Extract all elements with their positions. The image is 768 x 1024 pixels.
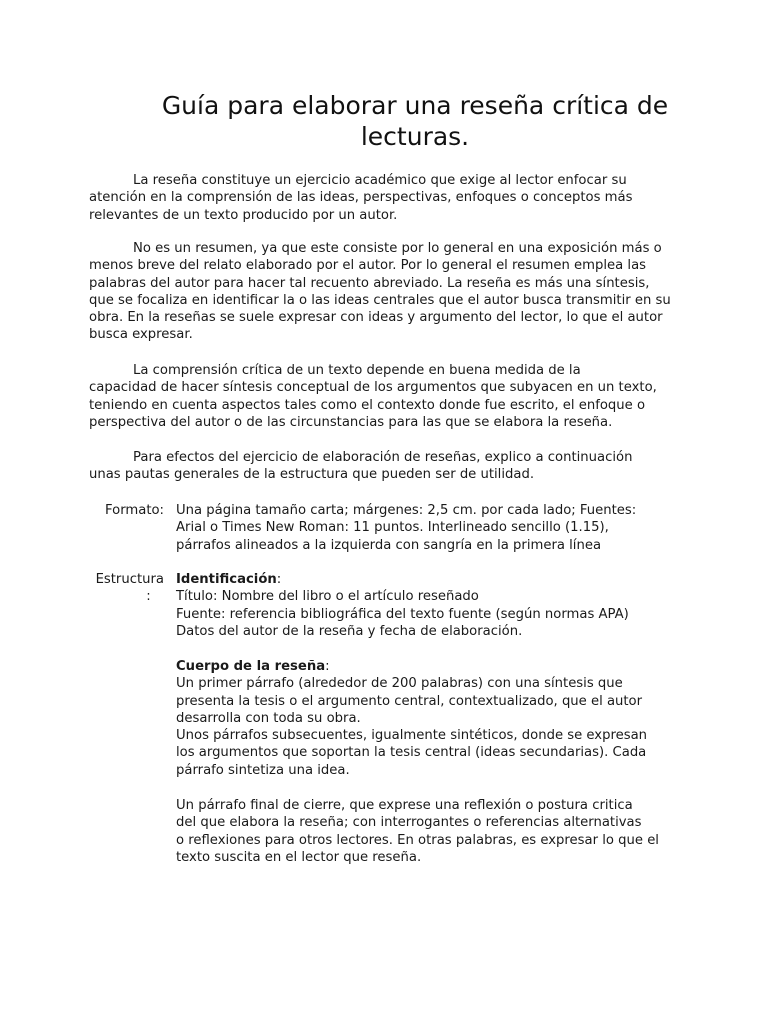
text-line: unas pautas generales de la estructura que pueden ser de utilidad. — [89, 467, 535, 483]
paragraph-guidelines — [89, 449, 679, 484]
text-line: perspectiva del autor o de las circunstancias para las que se elabora la reseña. — [89, 414, 613, 430]
text-line: relevantes de un texto producido por un autor. — [89, 207, 398, 223]
text-line: Arial o Times New Roman: 11 puntos. Interlineado sencillo (1.15), — [176, 520, 609, 536]
cierre-block — [176, 797, 676, 866]
identificacion-block — [176, 571, 676, 640]
text-line: texto suscita en el lector que reseña. — [176, 849, 422, 865]
text-line: Fuente: referencia bibliográfica del texto fuente (según normas APA) — [176, 606, 629, 622]
paragraph-intro — [89, 172, 679, 224]
formato-label: Formato: — [105, 503, 164, 518]
paragraph-not-summary — [89, 240, 679, 344]
text-line: párrafos alineados a la izquierda con sangría en la primera línea — [176, 537, 602, 553]
text-line: La comprensión crítica de un texto depende en buena medida de la — [133, 363, 581, 378]
text-line: teniendo en cuenta aspectos tales como el contexto donde fue escrito, el enfoque o — [89, 397, 646, 413]
text-line: o reflexiones para otros lectores. En otras palabras, es expresar lo que el — [176, 832, 659, 848]
text-line: los argumentos que soportan la tesis central (ideas secundarias). Cada — [176, 745, 647, 761]
cuerpo-block — [176, 658, 676, 779]
text-line: palabras del autor para hacer tal recuento abreviado. La reseña es más una síntesis, — [89, 275, 650, 291]
text-line: atención en la comprensión de las ideas, perspectivas, enfoques o conceptos más — [89, 190, 633, 206]
text-line: párrafo sintetiza una idea. — [176, 762, 350, 778]
text-line: La reseña constituye un ejercicio académico que exige al lector enfocar su — [133, 173, 627, 188]
text-line: Datos del autor de la reseña y fecha de elaboración. — [176, 623, 523, 639]
text-line: Título: Nombre del libro o el artículo reseñado — [176, 589, 479, 605]
text-line: Unos párrafos subsecuentes, igualmente sintéticos, donde se expresan — [176, 728, 648, 744]
text-line: menos breve del relato elaborado por el autor. Por lo general el resumen emplea las — [89, 258, 647, 274]
text-line: busca expresar. — [89, 327, 193, 343]
text-line: Una página tamaño carta; márgenes: 2,5 cm. por cada lado; Fuentes: — [176, 503, 637, 518]
heading-colon: : — [276, 572, 282, 587]
estructura-label — [89, 571, 164, 606]
title-line: lecturas. — [360, 122, 470, 151]
text-line: capacidad de hacer síntesis conceptual de los argumentos que subyacen en un texto, — [89, 380, 657, 396]
heading-colon: : — [325, 659, 330, 674]
title-line: Guía para elaborar una reseña crítica de — [161, 91, 669, 120]
text-line: del que elabora la reseña; con interrogantes o referencias alternativas — [176, 815, 642, 831]
formato-block — [176, 502, 676, 554]
text-line: obra. En la reseñas se suele expresar con ideas y argumento del lector, lo que el autor — [89, 310, 663, 326]
text-line: que se focaliza en identificar la o las ideas centrales que el autor busca transmitir en su — [89, 292, 671, 308]
text-line: desarrolla con toda su obra. — [176, 710, 361, 726]
text-line: No es un resumen, ya que este consiste por lo general en una exposición más o — [133, 241, 662, 256]
estructura-label-colon: : — [146, 589, 151, 605]
identificacion-heading — [176, 571, 676, 588]
text-line: Para efectos del ejercicio de elaboración de reseñas, explico a continuación — [133, 450, 633, 465]
cuerpo-heading — [176, 658, 676, 675]
text-line: presenta la tesis o el argumento central, contextualizado, que el autor — [176, 693, 643, 709]
estructura-label-text: Estructura — [95, 572, 164, 587]
paragraph-critical-comprehension — [89, 362, 679, 431]
text-line: Un párrafo final de cierre, que exprese una reflexión o postura critica — [176, 798, 633, 813]
heading-text: Cuerpo de la reseña — [176, 659, 326, 674]
text-line: Un primer párrafo (alrededor de 200 palabras) con una síntesis que — [176, 676, 623, 692]
heading-text: Identificación — [176, 572, 277, 587]
document-title — [90, 90, 740, 152]
